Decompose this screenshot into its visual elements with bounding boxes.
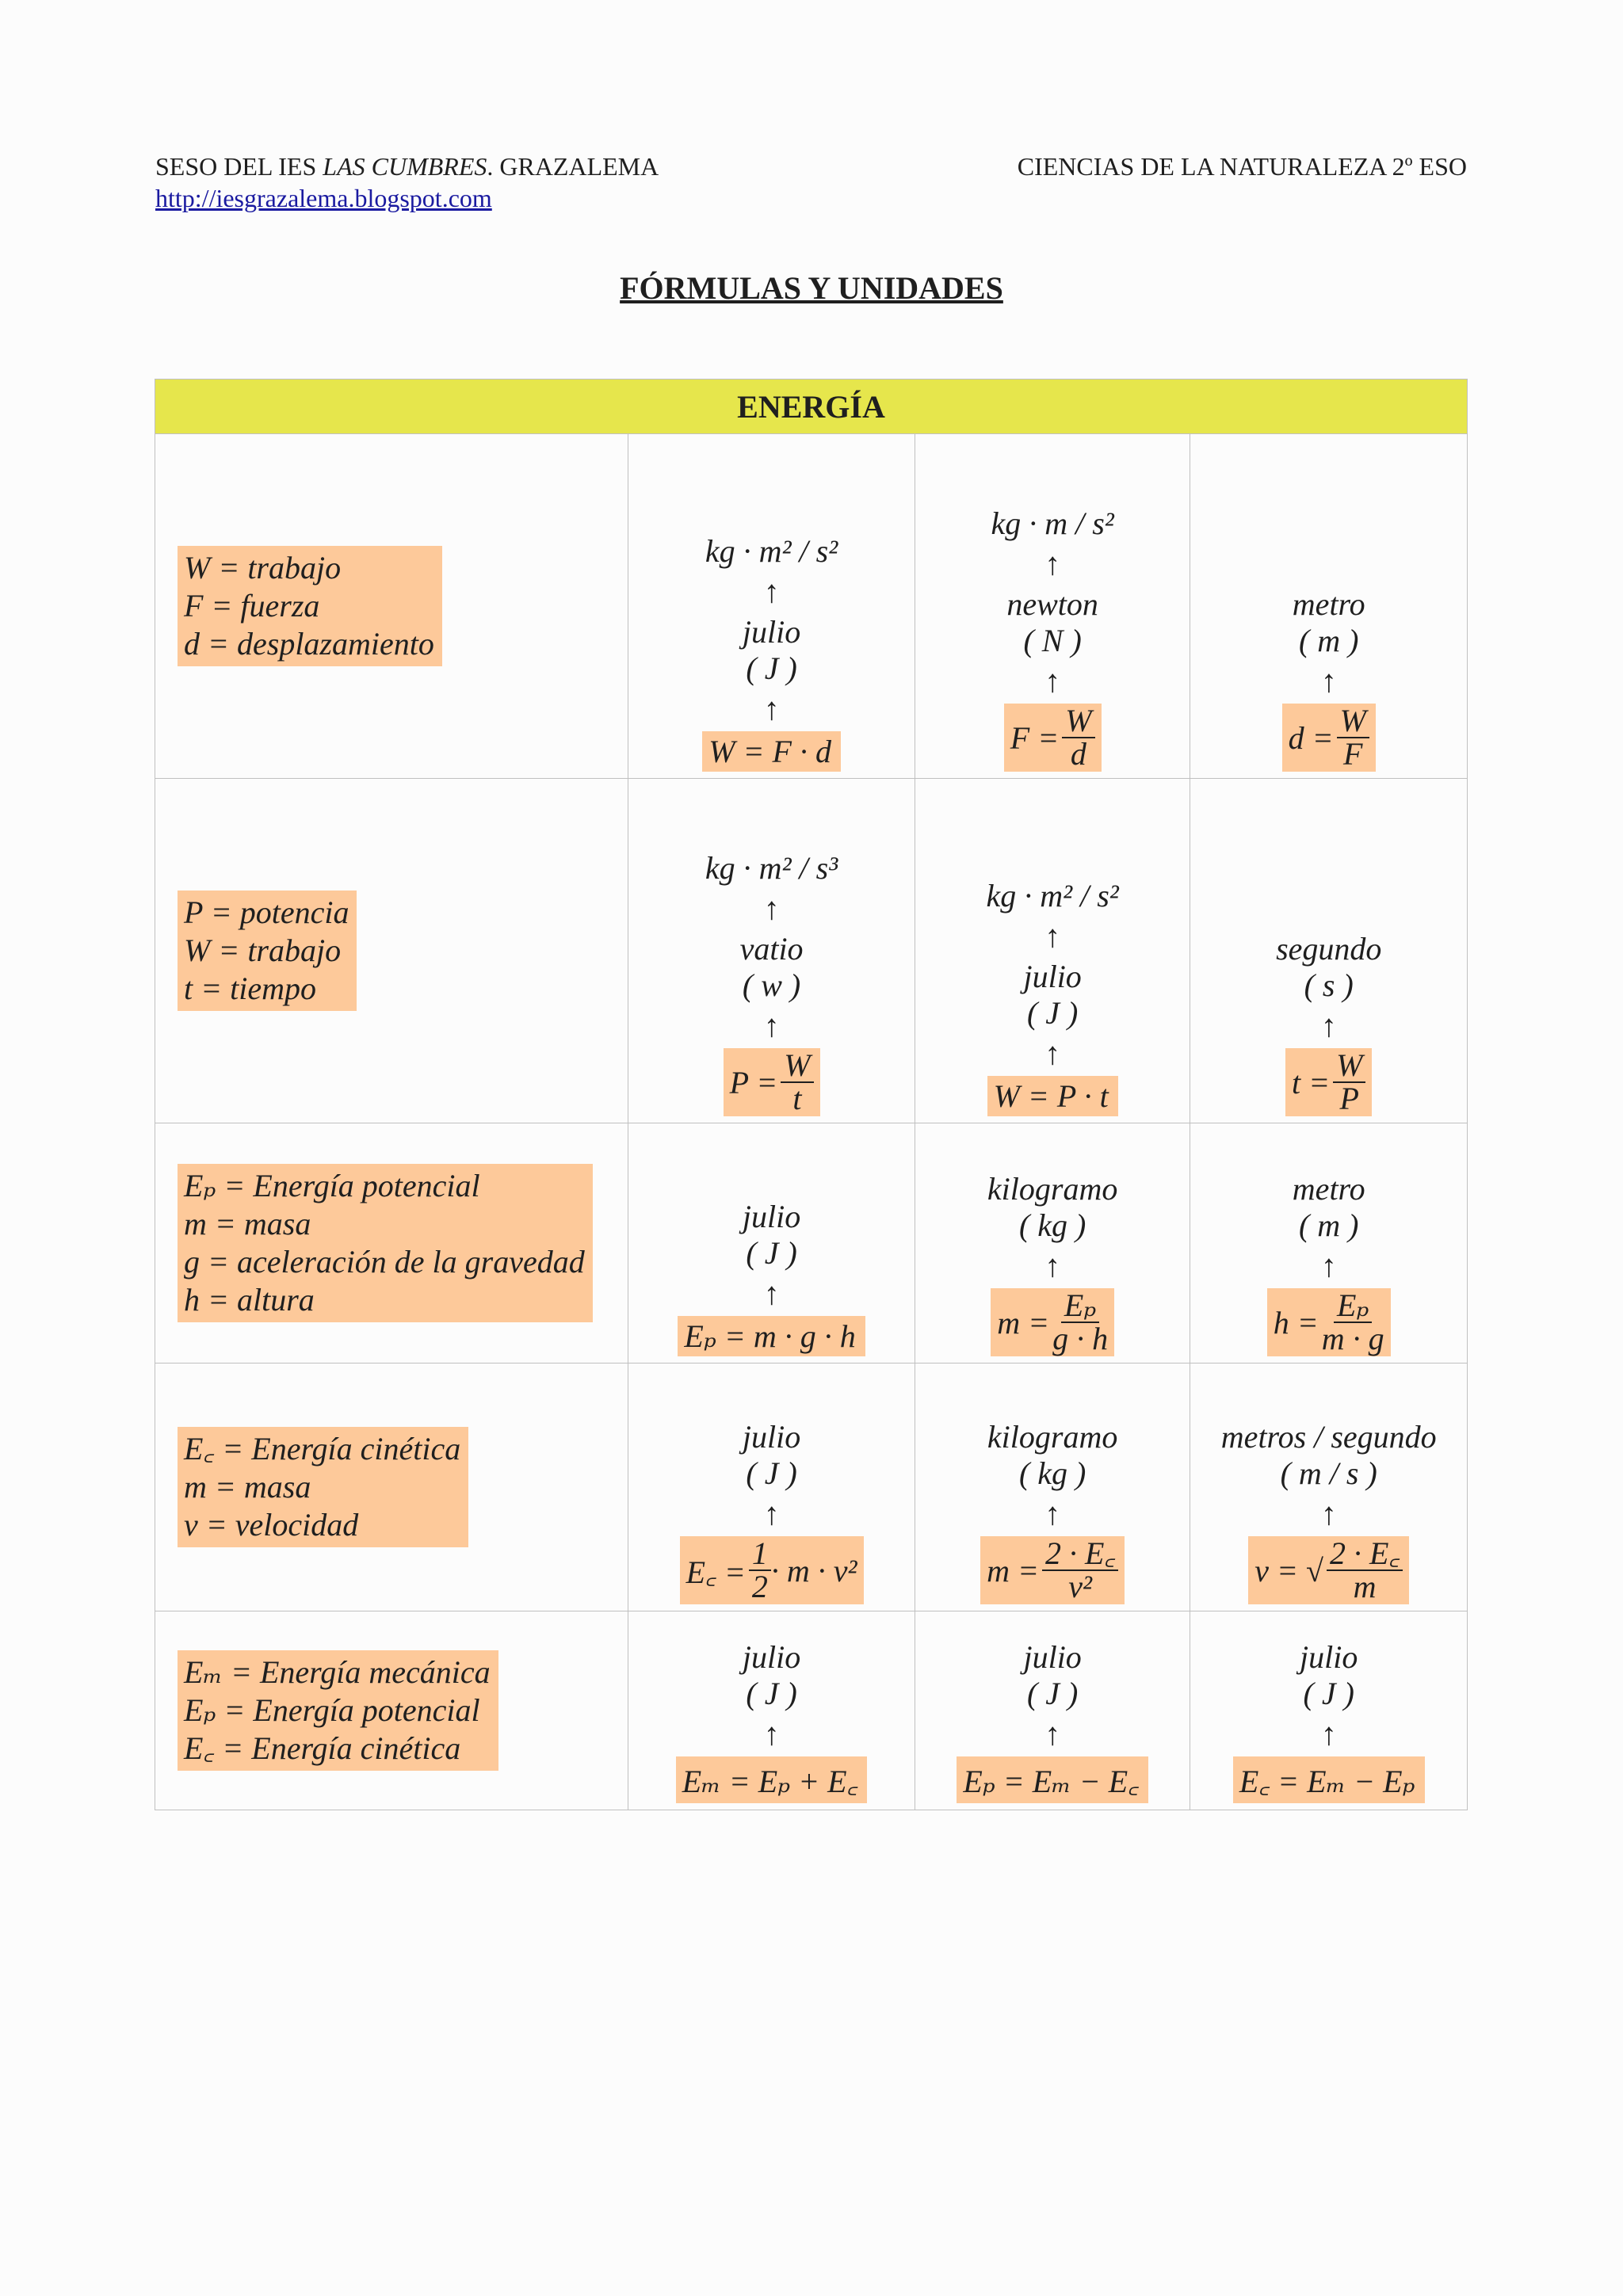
legend-line: v = velocidad [184, 1507, 359, 1543]
up-arrow-icon: ↑ [1044, 1248, 1061, 1283]
table-row [155, 1611, 1467, 1810]
unit-cell [915, 1611, 1190, 1810]
unit-symbol: ( w ) [742, 967, 801, 1003]
up-arrow-icon: ↑ [763, 1716, 780, 1752]
legend-cell [155, 1123, 628, 1363]
unit-name: kilogramo [987, 1171, 1118, 1207]
unit-cell [915, 1123, 1190, 1363]
unit-name: julio [742, 1639, 801, 1675]
numerator: W [1333, 1050, 1365, 1083]
up-arrow-icon: ↑ [763, 1008, 780, 1043]
numerator: W [1062, 705, 1094, 738]
legend-cell [155, 1363, 628, 1611]
numerator: Eₚ [1334, 1290, 1372, 1323]
formula [1233, 1756, 1425, 1803]
denominator: m · g [1321, 1321, 1384, 1356]
unit-cell [915, 434, 1190, 778]
unit-symbol: ( J ) [1303, 1676, 1354, 1711]
unit-symbol: ( J ) [746, 1676, 797, 1711]
legend-line: t = tiempo [184, 971, 316, 1006]
unit-symbol: ( kg ) [1018, 1207, 1086, 1243]
variables-legend [178, 1164, 593, 1322]
unit-cell [628, 434, 915, 778]
page-title: FÓRMULAS Y UNIDADES [620, 270, 1003, 306]
unit-cell [915, 1363, 1190, 1611]
formula-lhs: t = [1292, 1064, 1331, 1100]
formula-lhs: v = √ [1254, 1552, 1323, 1589]
legend-cell [155, 779, 628, 1123]
base-units [1325, 850, 1333, 887]
fraction [1062, 705, 1094, 770]
unit-cell [628, 1611, 915, 1810]
unit-symbol: ( J ) [746, 1235, 797, 1271]
denominator: P [1339, 1081, 1359, 1116]
legend-cell [155, 1611, 628, 1810]
variables-legend [178, 1650, 498, 1771]
unit-name: julio [742, 1419, 801, 1455]
up-arrow-icon: ↑ [763, 1276, 780, 1311]
formula [1267, 1288, 1391, 1356]
legend-line: E꜀ = Energía cinética [184, 1431, 461, 1466]
numerator: Eₚ [1061, 1290, 1099, 1323]
fraction [1321, 1287, 1384, 1356]
unit-symbol: ( J ) [746, 650, 797, 686]
formula-lhs: F = [1010, 719, 1060, 756]
legend-line: P = potencia [184, 894, 349, 930]
formula-lhs: m = [997, 1304, 1050, 1341]
header-left: SESO DEL IES LAS CUMBRES. GRAZALEMA [155, 152, 659, 181]
up-arrow-icon: ↑ [1044, 1035, 1061, 1071]
fraction [781, 1047, 813, 1116]
up-arrow-icon: ↑ [1044, 918, 1061, 954]
unit-symbol: ( J ) [1026, 995, 1079, 1031]
formula [678, 1316, 865, 1356]
formula-lhs: E꜀ = Eₘ − Eₚ [1239, 1764, 1415, 1799]
unit-name: metro [1292, 586, 1365, 622]
up-arrow-icon: ↑ [1044, 1716, 1061, 1752]
formula-lhs: m = [987, 1552, 1039, 1589]
header-right: CIENCIAS DE LA NATURALEZA 2º ESO [1017, 152, 1467, 181]
base-units [1325, 505, 1333, 542]
unit-symbol: ( J ) [1026, 1676, 1079, 1711]
legend-line: h = altura [184, 1282, 315, 1318]
unit-cell [1190, 434, 1467, 778]
unit-symbol: ( m ) [1298, 623, 1359, 658]
legend-line: d = desplazamiento [184, 626, 434, 662]
unit-symbol: ( s ) [1304, 967, 1354, 1003]
legend-line: Eₚ = Energía potencial [184, 1692, 480, 1728]
formula [680, 1536, 864, 1604]
numerator: W [781, 1050, 813, 1083]
formula-lhs: Eₚ = m · g · h [684, 1318, 856, 1354]
up-arrow-icon: ↑ [763, 1496, 780, 1531]
table-row [155, 434, 1467, 778]
unit-name: julio [1023, 959, 1082, 994]
unit-symbol: ( J ) [746, 1455, 797, 1491]
table-row [155, 1123, 1467, 1363]
unit-cell [1190, 1363, 1467, 1611]
fraction [1333, 1047, 1365, 1116]
fraction [1337, 705, 1369, 770]
blog-link[interactable]: http://iesgrazalema.blogspot.com [155, 184, 492, 212]
formula-lhs: W = P · t [993, 1078, 1109, 1114]
denominator: t [792, 1081, 802, 1116]
denominator: g · h [1052, 1321, 1109, 1356]
legend-line: F = fuerza [184, 588, 320, 624]
formula [980, 1536, 1125, 1604]
formula [1285, 1048, 1372, 1116]
up-arrow-icon: ↑ [763, 574, 780, 609]
energy-table [155, 379, 1468, 1810]
unit-name: julio [742, 1199, 801, 1234]
unit-cell [915, 779, 1190, 1123]
base-units: kg · m² / s³ [705, 850, 838, 886]
legend-line: m = masa [184, 1469, 311, 1505]
unit-name: kilogramo [987, 1419, 1118, 1455]
up-arrow-icon: ↑ [1320, 663, 1337, 699]
formula-lhs: h = [1273, 1304, 1319, 1341]
formula-rhs: · m · v² [770, 1552, 857, 1589]
formula [957, 1756, 1148, 1803]
formula-lhs: Eₘ = Eₚ + E꜀ [682, 1764, 858, 1799]
base-units: kg · m / s² [991, 505, 1114, 541]
formula-lhs: W = F · d [708, 734, 831, 769]
unit-cell [1190, 1611, 1467, 1810]
unit-name: newton [1006, 586, 1098, 622]
denominator: v² [1068, 1569, 1092, 1604]
formula [1004, 704, 1102, 772]
fraction [749, 1535, 771, 1604]
unit-cell [628, 779, 915, 1123]
legend-line: W = trabajo [184, 933, 342, 968]
up-arrow-icon: ↑ [1320, 1248, 1337, 1283]
up-arrow-icon: ↑ [763, 891, 780, 926]
legend-line: W = trabajo [184, 550, 342, 585]
up-arrow-icon: ↑ [1320, 1716, 1337, 1752]
variables-legend [178, 891, 357, 1011]
formula [991, 1288, 1114, 1356]
formula-lhs: E꜀ = [685, 1554, 746, 1590]
denominator: d [1070, 736, 1086, 772]
formula-lhs: d = [1288, 719, 1334, 756]
up-arrow-icon: ↑ [763, 691, 780, 727]
unit-cell [1190, 1123, 1467, 1363]
numerator: W [1337, 705, 1369, 738]
up-arrow-icon [1325, 542, 1333, 586]
legend-line: Eₘ = Energía mecánica [184, 1654, 491, 1690]
formula [1248, 1536, 1409, 1604]
unit-name: julio [742, 614, 801, 650]
up-arrow-icon [1325, 887, 1333, 931]
up-arrow-icon: ↑ [1044, 546, 1061, 582]
unit-name: julio [1023, 1639, 1082, 1675]
formula [724, 1048, 820, 1116]
base-units: kg · m² / s² [705, 533, 838, 569]
unit-name: vatio [739, 931, 804, 967]
denominator: 2 [751, 1569, 768, 1604]
fraction [1052, 1287, 1109, 1356]
table-title: ENERGÍA [155, 379, 1467, 434]
unit-cell [628, 1363, 915, 1611]
fraction [1042, 1535, 1118, 1604]
formula [702, 731, 841, 772]
legend-cell [155, 434, 628, 778]
unit-cell [1190, 779, 1467, 1123]
unit-name: julio [1300, 1639, 1358, 1675]
unit-name: metro [1292, 1171, 1365, 1207]
up-arrow-icon: ↑ [1320, 1496, 1337, 1531]
legend-line: g = aceleración de la gravedad [184, 1244, 585, 1280]
variables-legend [178, 1427, 468, 1547]
fraction [1327, 1535, 1403, 1604]
formula-lhs: Eₚ = Eₘ − E꜀ [963, 1764, 1139, 1799]
base-units: kg · m² / s² [986, 878, 1119, 913]
table-row [155, 1363, 1467, 1611]
unit-cell [628, 1123, 915, 1363]
table-row [155, 778, 1467, 1123]
unit-symbol: ( m ) [1298, 1207, 1359, 1243]
legend-line: E꜀ = Energía cinética [184, 1730, 461, 1766]
up-arrow-icon: ↑ [1044, 663, 1061, 699]
unit-name: metros / segundo [1220, 1419, 1437, 1455]
numerator: 2 · E꜀ [1042, 1538, 1118, 1571]
unit-symbol: ( kg ) [1018, 1455, 1086, 1491]
legend-line: Eₚ = Energía potencial [184, 1168, 480, 1203]
up-arrow-icon: ↑ [1320, 1008, 1337, 1043]
numerator: 1 [749, 1538, 771, 1571]
up-arrow-icon: ↑ [1044, 1496, 1061, 1531]
formula [1282, 704, 1376, 772]
numerator: 2 · E꜀ [1327, 1538, 1403, 1571]
variables-legend [178, 546, 442, 666]
unit-symbol: ( m / s ) [1280, 1455, 1377, 1491]
unit-name: segundo [1276, 931, 1382, 967]
formula [676, 1756, 868, 1803]
denominator: F [1343, 736, 1363, 772]
formula-lhs: P = [729, 1064, 778, 1100]
formula [987, 1076, 1118, 1116]
denominator: m [1353, 1569, 1377, 1604]
legend-line: m = masa [184, 1206, 311, 1241]
unit-symbol: ( N ) [1023, 623, 1082, 658]
